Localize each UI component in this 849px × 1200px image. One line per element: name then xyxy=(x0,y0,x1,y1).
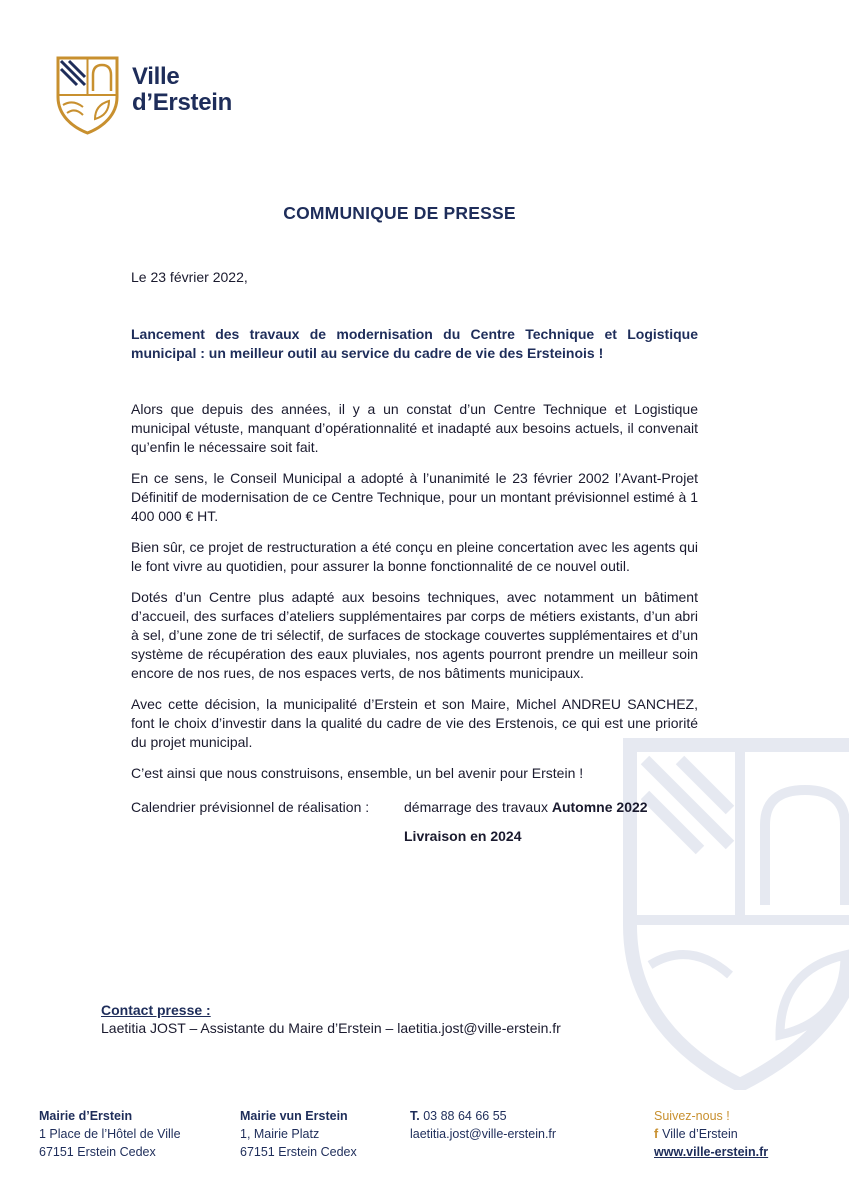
footer-phone xyxy=(410,1107,556,1125)
paragraph: Alors que depuis des années, il y a un constat d’un Centre Technique et Logistique municipal vétuste, manquant d’opérationnalité et inadapté aux besoins actuels, il convenait qu’enfin le nécessaire soit fait. xyxy=(131,401,698,455)
footer-col2-line1: 1, Mairie Platz xyxy=(240,1127,320,1141)
city-name-logo xyxy=(132,64,232,116)
schedule-start-value: Automne 2022 xyxy=(551,799,648,815)
phone-number: 03 88 64 66 55 xyxy=(423,1109,507,1123)
logo-line-2: d’Erstein xyxy=(132,89,232,116)
footer-col1-line2: 67151 Erstein Cedex xyxy=(39,1145,156,1159)
paragraph: Bien sûr, ce projet de restructuration a été conçu en pleine concertation avec les agents qui le font vivre au quotidien, pour assurer la bonne fonctionnalité de ce nouvel outil. xyxy=(131,539,698,574)
schedule-start-prefix: démarrage des travaux xyxy=(404,799,552,815)
footer-mairie-erstein xyxy=(39,1107,181,1161)
footer-mairie-vun-erstein xyxy=(240,1107,357,1161)
schedule-delivery: Livraison en 2024 xyxy=(404,828,522,844)
release-date: Le 23 février 2022, xyxy=(131,269,248,285)
paragraph: Dotés d’un Centre plus adapté aux besoins techniques, avec notamment un bâtiment d’accueil, des surfaces d’ateliers supplémentaires par corps de métiers existants, d’un abri à sel, d’une zone de tri sélectif, de surfaces de stockage couvertes supplémentaires et d’un système de récupération des eaux pluviales, nos agents pourront prendre un meilleur soin encore de nos rues, de nos espaces verts, de nos bâtiments municipaux. xyxy=(131,589,698,681)
phone-label: T. xyxy=(410,1109,420,1123)
website-link[interactable]: www.ville-erstein.fr xyxy=(654,1145,769,1159)
footer-col1-line1: 1 Place de l’Hôtel de Ville xyxy=(39,1127,181,1141)
logo-line-1: Ville xyxy=(132,63,180,90)
paragraph: En ce sens, le Conseil Municipal a adopté à l’unanimité le 23 février 2002 l’Avant-Projet Définitif de modernisation de ce Centre Technique, pour un montant prévisionnel estimé à 1 400 000 € HT. xyxy=(131,470,698,524)
facebook-link[interactable] xyxy=(654,1125,768,1143)
footer-col1-title: Mairie d’Erstein xyxy=(39,1109,133,1123)
contact-text: Laetitia JOST – Assistante du Maire d’Erstein – laetitia.jost@ville-erstein.fr xyxy=(101,1020,561,1036)
follow-us: Suivez-nous ! xyxy=(654,1109,730,1123)
footer-contact xyxy=(410,1107,556,1143)
footer-email[interactable]: laetitia.jost@ville-erstein.fr xyxy=(410,1127,557,1141)
page-title: COMMUNIQUE DE PRESSE xyxy=(283,203,516,223)
footer-col2-line2: 67151 Erstein Cedex xyxy=(240,1145,357,1159)
headline: Lancement des travaux de modernisation du Centre Technique et Logistique municipal : un meilleur outil au service du cadre de vie des Ersteinois ! xyxy=(131,326,698,361)
facebook-label: Ville d’Erstein xyxy=(662,1127,738,1141)
paragraph: Avec cette décision, la municipalité d’Erstein et son Maire, Michel ANDREU SANCHEZ, font le choix d’investir dans la qualité du cadre de vie des Erstenois, ce qui est une priorité du projet municipal. xyxy=(131,696,698,750)
contact-title: Contact presse : xyxy=(101,1002,211,1018)
schedule-label: Calendrier prévisionnel de réalisation : xyxy=(131,799,370,815)
footer-social xyxy=(654,1107,768,1161)
facebook-icon: f xyxy=(654,1127,659,1141)
schedule-start xyxy=(404,799,648,815)
city-crest-logo xyxy=(55,55,120,135)
footer-col2-title: Mairie vun Erstein xyxy=(240,1109,348,1123)
paragraph: C’est ainsi que nous construisons, ensemble, un bel avenir pour Erstein ! xyxy=(131,765,584,781)
body-text xyxy=(131,400,698,795)
